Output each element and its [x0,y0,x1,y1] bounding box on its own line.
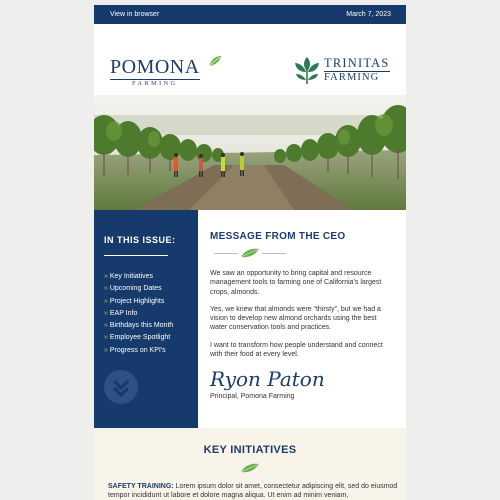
key-initiatives-section [94,428,406,500]
ceo-role: Principal, Pomona Farming [210,393,295,401]
safety-training-text: SAFETY TRAINING: Lorem ipsum dolor sit amet, consectetur adipiscing elit, sed do eiusmod tempor incididunt ut labore et dolore magna aliqua. Ut enim ad minim veniam, [108,483,398,499]
ceo-paragraph-2: Yes, we knew that almonds were “thirsty”, but we had a vision to develop new almond orchards using the best water conservation tools and practices. [210,305,381,332]
ceo-signature: Ryon Paton [210,367,325,392]
ceo-message-heading: MESSAGE FROM THE CEO [210,231,346,242]
key-initiatives-heading: KEY INITIATIVES [203,444,297,456]
trinitas-farming-logo [294,55,390,85]
issue-link-upcoming-dates[interactable]: » Upcoming Dates [104,285,162,293]
leaf-icon [240,463,260,473]
scroll-down-button[interactable] [104,370,138,404]
ceo-message [198,210,406,428]
pomona-farming-logo [110,57,200,87]
logo-header [94,24,406,95]
issue-link-kpi-progress[interactable]: » Progress on KPI's [104,346,166,354]
issue-nav-list [104,271,198,357]
newsletter-email [94,5,406,500]
issue-and-ceo-section [94,210,406,428]
trinitas-wordmark: TRINITAS [324,56,390,70]
view-in-browser-link[interactable]: View in browser [110,11,160,18]
ceo-paragraph-1: We saw an opportunity to bring capital and resource management tools to farming one of California's largest crops, almonds. [210,270,382,296]
issue-date: March 7, 2023 [346,11,391,18]
ceo-paragraph-3: I want to transform how people understand and connect with their food at every level. [210,341,383,359]
issue-link-project-highlights[interactable]: » Project Highlights [104,297,165,305]
double-chevron-down-icon [104,370,138,404]
safety-training-label: SAFETY TRAINING: [108,483,174,490]
pomona-wordmark: POMONA [110,56,200,78]
trinitas-subtitle: FARMING [324,71,390,83]
issue-link-employee-spotlight[interactable]: » Employee Spotlight [104,334,171,342]
sprout-icon [294,55,320,85]
in-this-issue-heading: IN THIS ISSUE: [104,235,176,245]
issue-link-key-initiatives[interactable]: » Key Initiatives [104,273,154,280]
hero-photo [94,95,406,210]
issue-link-eap-info[interactable]: » EAP Info [104,309,138,317]
leaf-divider [94,463,406,473]
orchard-photo [94,95,406,210]
heading-divider [104,255,168,256]
in-this-issue-sidebar [94,210,198,428]
leaf-divider [214,248,406,258]
top-bar [94,5,406,24]
leaf-icon [208,55,222,67]
leaf-icon [240,248,260,258]
issue-link-birthdays[interactable]: » Birthdays this Month [104,322,174,330]
pomona-subtitle: FARMING [110,79,200,87]
